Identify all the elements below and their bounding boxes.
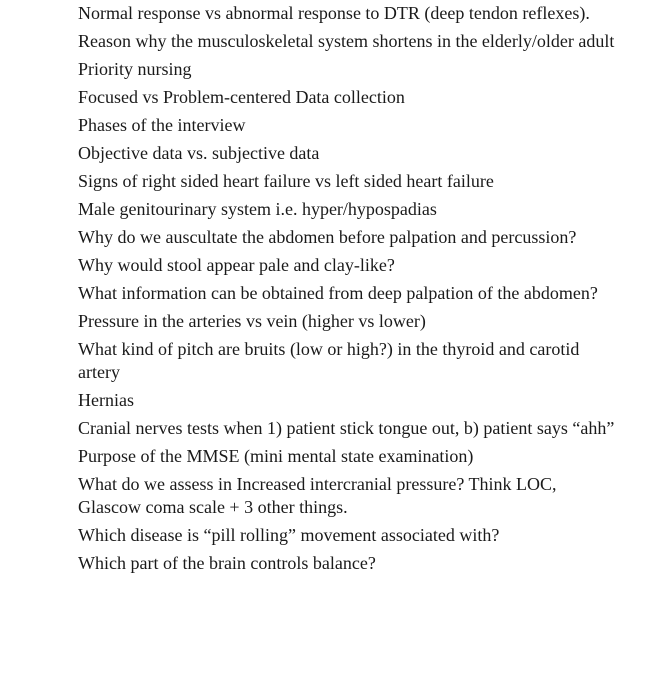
study-item: Hernias [78,390,134,410]
study-item: Reason why the musculoskeletal system shortens in the elderly/older adult [78,31,615,51]
study-item: Signs of right sided heart failure vs left sided heart failure [78,171,494,191]
study-item: Phases of the interview [78,115,246,135]
study-item: Normal response vs abnormal response to DTR (deep tendon reflexes). [78,3,590,23]
study-item: Which part of the brain controls balance? [78,553,376,573]
study-item: Why would stool appear pale and clay-like? [78,255,395,275]
study-item: Focused vs Problem-centered Data collection [78,87,405,107]
study-item: Why do we auscultate the abdomen before palpation and percussion? [78,227,577,247]
study-item: What do we assess in Increased intercranial pressure? Think LOC, Glascow coma scale + 3 other things. [78,474,557,517]
study-item: What information can be obtained from deep palpation of the abdomen? [78,283,598,303]
study-item: What kind of pitch are bruits (low or high?) in the thyroid and carotid artery [78,339,580,382]
study-item: Objective data vs. subjective data [78,143,320,163]
study-item: Priority nursing [78,59,192,79]
study-item: Pressure in the arteries vs vein (higher vs lower) [78,311,426,331]
study-guide-list [78,2,618,580]
study-item: Male genitourinary system i.e. hyper/hypospadias [78,199,437,219]
study-item: Which disease is “pill rolling” movement associated with? [78,525,500,545]
study-item: Cranial nerves tests when 1) patient stick tongue out, b) patient says “ahh” [78,418,615,438]
study-item: Purpose of the MMSE (mini mental state examination) [78,446,474,466]
